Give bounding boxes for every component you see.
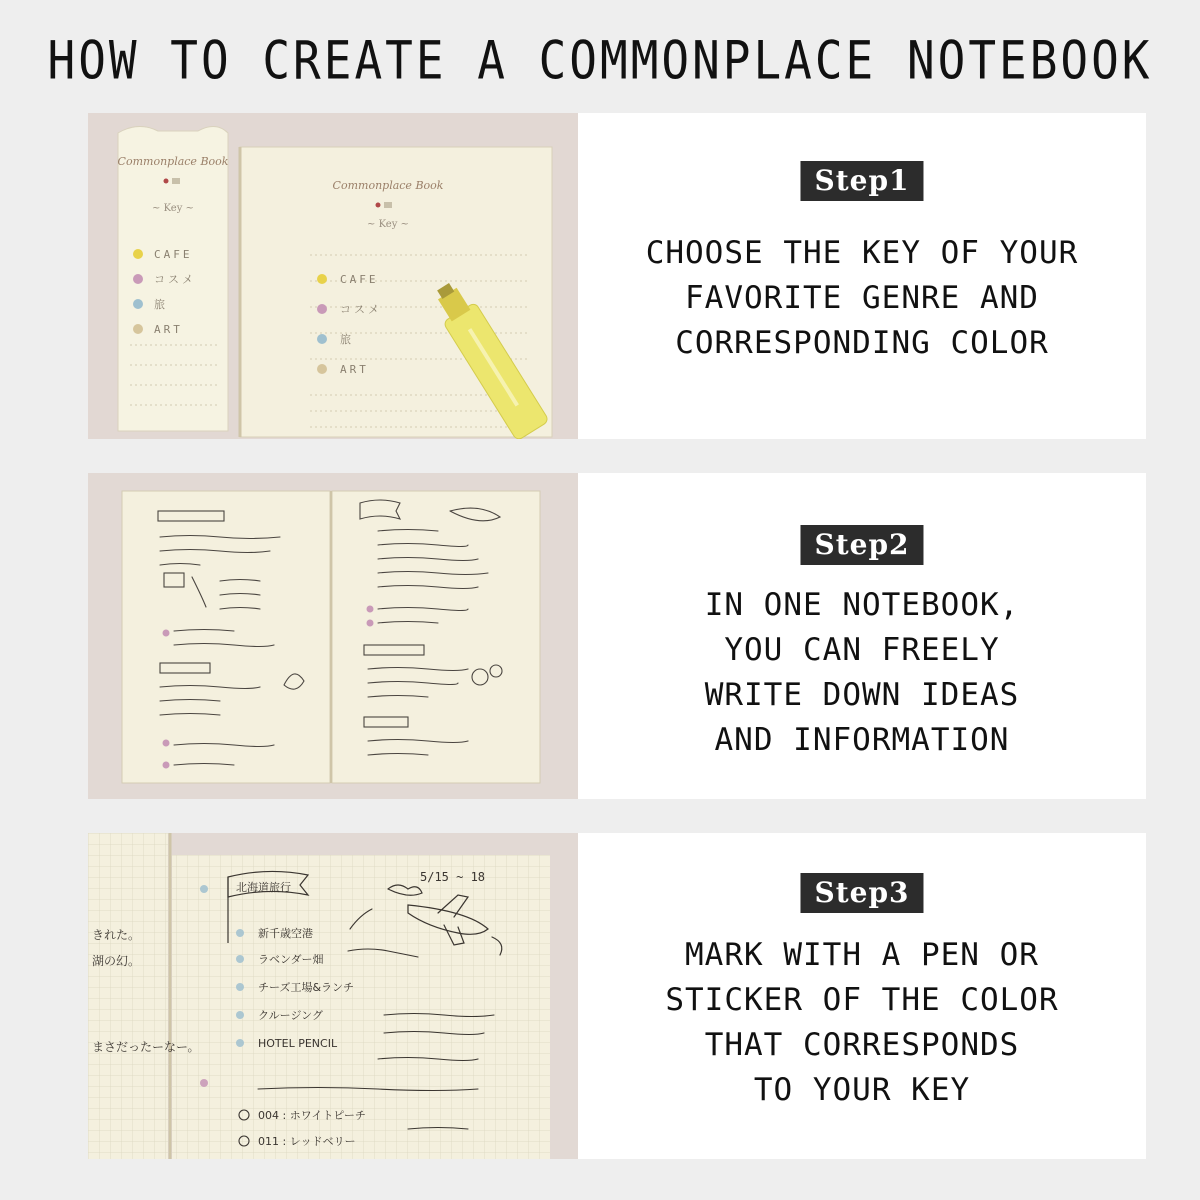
svg-text:旅: 旅 bbox=[154, 298, 165, 311]
step-3-photo bbox=[88, 833, 578, 1159]
svg-text:旅: 旅 bbox=[340, 333, 351, 346]
svg-text:まさだったーなー。: まさだったーなー。 bbox=[92, 1040, 200, 1054]
key-dot-pink bbox=[133, 274, 143, 284]
svg-text:新千歳空港: 新千歳空港 bbox=[258, 927, 313, 940]
step-2-text-panel bbox=[578, 473, 1146, 799]
svg-text:北海道旅行: 北海道旅行 bbox=[236, 881, 291, 894]
svg-text:011 : レッドベリー: 011 : レッドベリー bbox=[258, 1135, 356, 1148]
svg-text:きれた。: きれた。 bbox=[92, 928, 141, 942]
svg-text:CAFE: CAFE bbox=[154, 248, 193, 261]
svg-text:~ Key ~: ~ Key ~ bbox=[367, 219, 409, 230]
svg-text:5/15 ~ 18: 5/15 ~ 18 bbox=[420, 870, 486, 884]
svg-text:004 : ホワイトピーチ: 004 : ホワイトピーチ bbox=[258, 1109, 366, 1122]
svg-text:HOTEL PENCIL: HOTEL PENCIL bbox=[258, 1037, 338, 1050]
svg-text:クルージング: クルージング bbox=[258, 1009, 323, 1022]
step-3-text-panel bbox=[578, 833, 1146, 1159]
step-3-description: MARK WITH A PEN OR STICKER OF THE COLOR THAT CORRESPONDS TO YOUR KEY bbox=[665, 937, 1059, 1108]
svg-text:ラベンダー畑: ラベンダー畑 bbox=[258, 953, 324, 966]
svg-text:コスメ: コスメ bbox=[340, 303, 382, 316]
step-1-description: CHOOSE THE KEY OF YOUR FAVORITE GENRE AND CORRESPONDING COLOR bbox=[645, 235, 1079, 361]
svg-text:CAFE: CAFE bbox=[340, 273, 379, 286]
card-title: Commonplace Book bbox=[117, 155, 229, 168]
svg-text:湖の幻。: 湖の幻。 bbox=[92, 954, 141, 968]
step-2-badge: Step2 bbox=[800, 525, 923, 565]
card-key-label: ~ Key ~ bbox=[152, 203, 194, 214]
svg-text:コスメ: コスメ bbox=[154, 273, 196, 286]
step-3-badge: Step3 bbox=[800, 873, 923, 913]
svg-text:チーズ工場&ランチ: チーズ工場&ランチ bbox=[258, 981, 355, 994]
page-title: HOW TO CREATE A COMMONPLACE NOTEBOOK bbox=[47, 28, 1153, 92]
step-1-photo bbox=[88, 113, 578, 439]
key-dot-beige bbox=[133, 324, 143, 334]
step-2-description: IN ONE NOTEBOOK, YOU CAN FREELY WRITE DOWN IDEAS AND INFORMATION bbox=[704, 587, 1020, 758]
step-3-row bbox=[88, 833, 1146, 1159]
step-1-badge: Step1 bbox=[800, 161, 923, 201]
step-1-row bbox=[88, 113, 1146, 439]
key-dot-blue bbox=[133, 299, 143, 309]
key-dot-yellow bbox=[133, 249, 143, 259]
svg-text:Commonplace Book: Commonplace Book bbox=[332, 179, 444, 192]
step-1-text-panel bbox=[578, 113, 1146, 439]
step-2-row bbox=[88, 473, 1146, 799]
step-2-photo bbox=[88, 473, 578, 799]
svg-text:ART: ART bbox=[340, 363, 369, 376]
svg-text:ART: ART bbox=[154, 323, 183, 336]
